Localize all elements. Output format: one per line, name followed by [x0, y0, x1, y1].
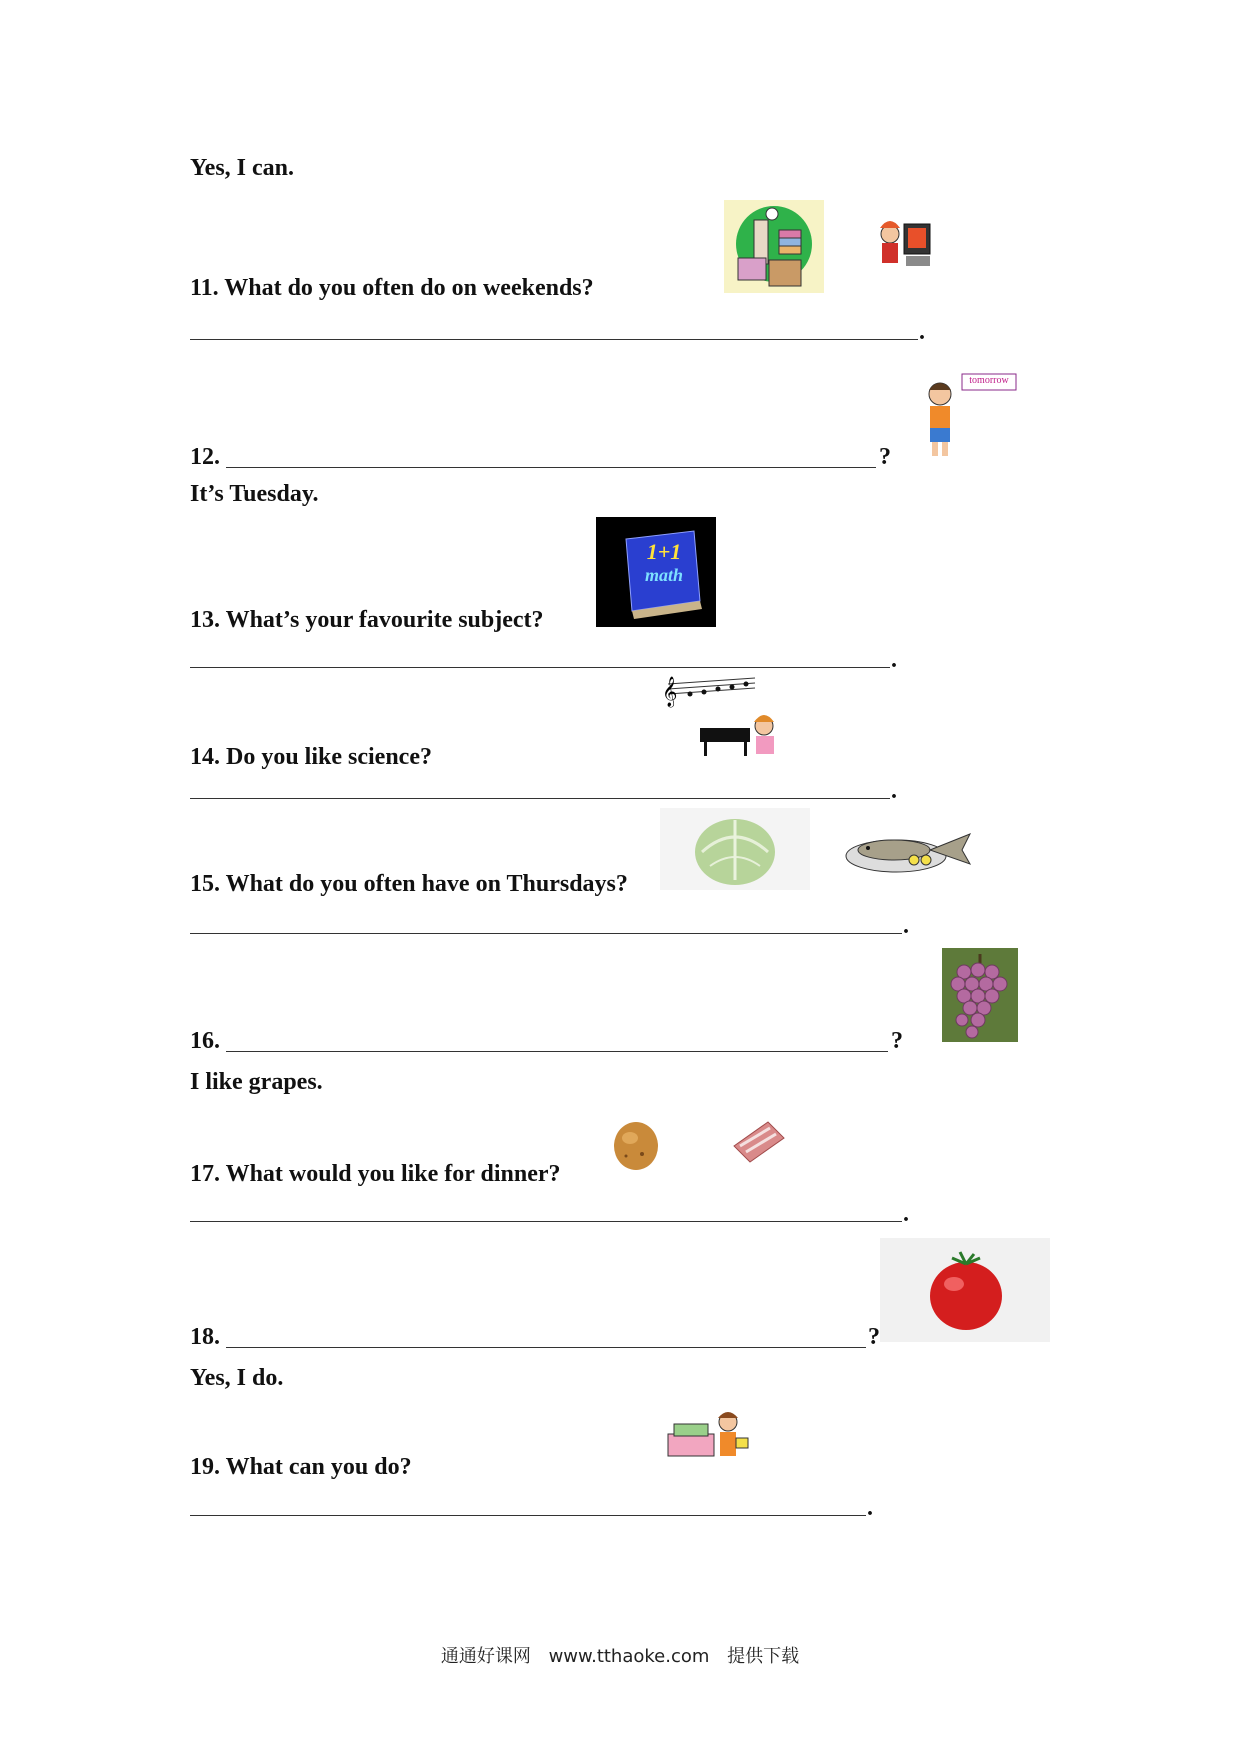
- question-19: 19. What can you do?: [190, 1454, 412, 1480]
- question-mark-16: ?: [891, 1028, 903, 1054]
- question-line-16[interactable]: [226, 1050, 888, 1052]
- question-17: 17. What would you like for dinner?: [190, 1161, 561, 1187]
- question-16-number: 16.: [190, 1028, 220, 1054]
- answer-period-17: .: [903, 1201, 909, 1227]
- answer-10: Yes, I can.: [190, 155, 295, 181]
- grapes-picture: [942, 948, 1018, 1042]
- question-11: 11. What do you often do on weekends?: [190, 275, 594, 301]
- question-mark-12: ?: [879, 444, 891, 470]
- music-piano-picture: [660, 672, 790, 768]
- answer-line-17[interactable]: [190, 1220, 902, 1222]
- answer-line-15[interactable]: [190, 932, 902, 934]
- question-13: 13. What’s your favourite subject?: [190, 607, 544, 633]
- question-line-18[interactable]: [226, 1346, 866, 1348]
- math-book-subtitle: math: [644, 565, 683, 585]
- math-book-picture: [596, 517, 716, 627]
- cooking-girl-picture: [666, 1408, 752, 1470]
- answer-16: I like grapes.: [190, 1069, 323, 1095]
- math-book-title: 1+1: [646, 539, 682, 564]
- answer-line-19[interactable]: [190, 1514, 866, 1516]
- answer-period-15: .: [903, 913, 909, 939]
- answer-line-13[interactable]: [190, 666, 890, 668]
- svg-text:𝄞: 𝄞: [662, 677, 678, 707]
- meat-picture: [728, 1116, 788, 1166]
- fish-picture: [844, 826, 976, 876]
- playing-computer-picture: [868, 210, 938, 280]
- footer-url[interactable]: www.tthaoke.com: [548, 1646, 710, 1667]
- question-line-12[interactable]: [226, 466, 876, 468]
- question-18-number: 18.: [190, 1324, 220, 1350]
- answer-12: It’s Tuesday.: [190, 481, 319, 507]
- question-mark-18: ?: [868, 1324, 880, 1350]
- footer: [0, 1642, 1240, 1668]
- footer-site-name: 通通好课网: [440, 1646, 531, 1667]
- footer-download-text: 提供下载: [727, 1646, 800, 1667]
- answer-18: Yes, I do.: [190, 1365, 284, 1391]
- reading-books-picture: [724, 200, 824, 293]
- tomato-picture: [880, 1238, 1050, 1342]
- question-12-number: 12.: [190, 444, 220, 470]
- question-14: 14. Do you like science?: [190, 744, 432, 770]
- cabbage-picture: [660, 808, 810, 890]
- answer-period-13: .: [891, 647, 897, 673]
- answer-period-14: .: [891, 778, 897, 804]
- answer-period-19: .: [867, 1495, 873, 1521]
- answer-line-11[interactable]: [190, 338, 918, 340]
- boy-tomorrow-picture: [918, 372, 1018, 462]
- answer-period-11: .: [919, 319, 925, 345]
- potato-picture: [606, 1116, 664, 1176]
- answer-line-14[interactable]: [190, 797, 890, 799]
- question-15: 15. What do you often have on Thursdays?: [190, 871, 628, 897]
- tomorrow-sign: tomorrow: [969, 375, 1009, 386]
